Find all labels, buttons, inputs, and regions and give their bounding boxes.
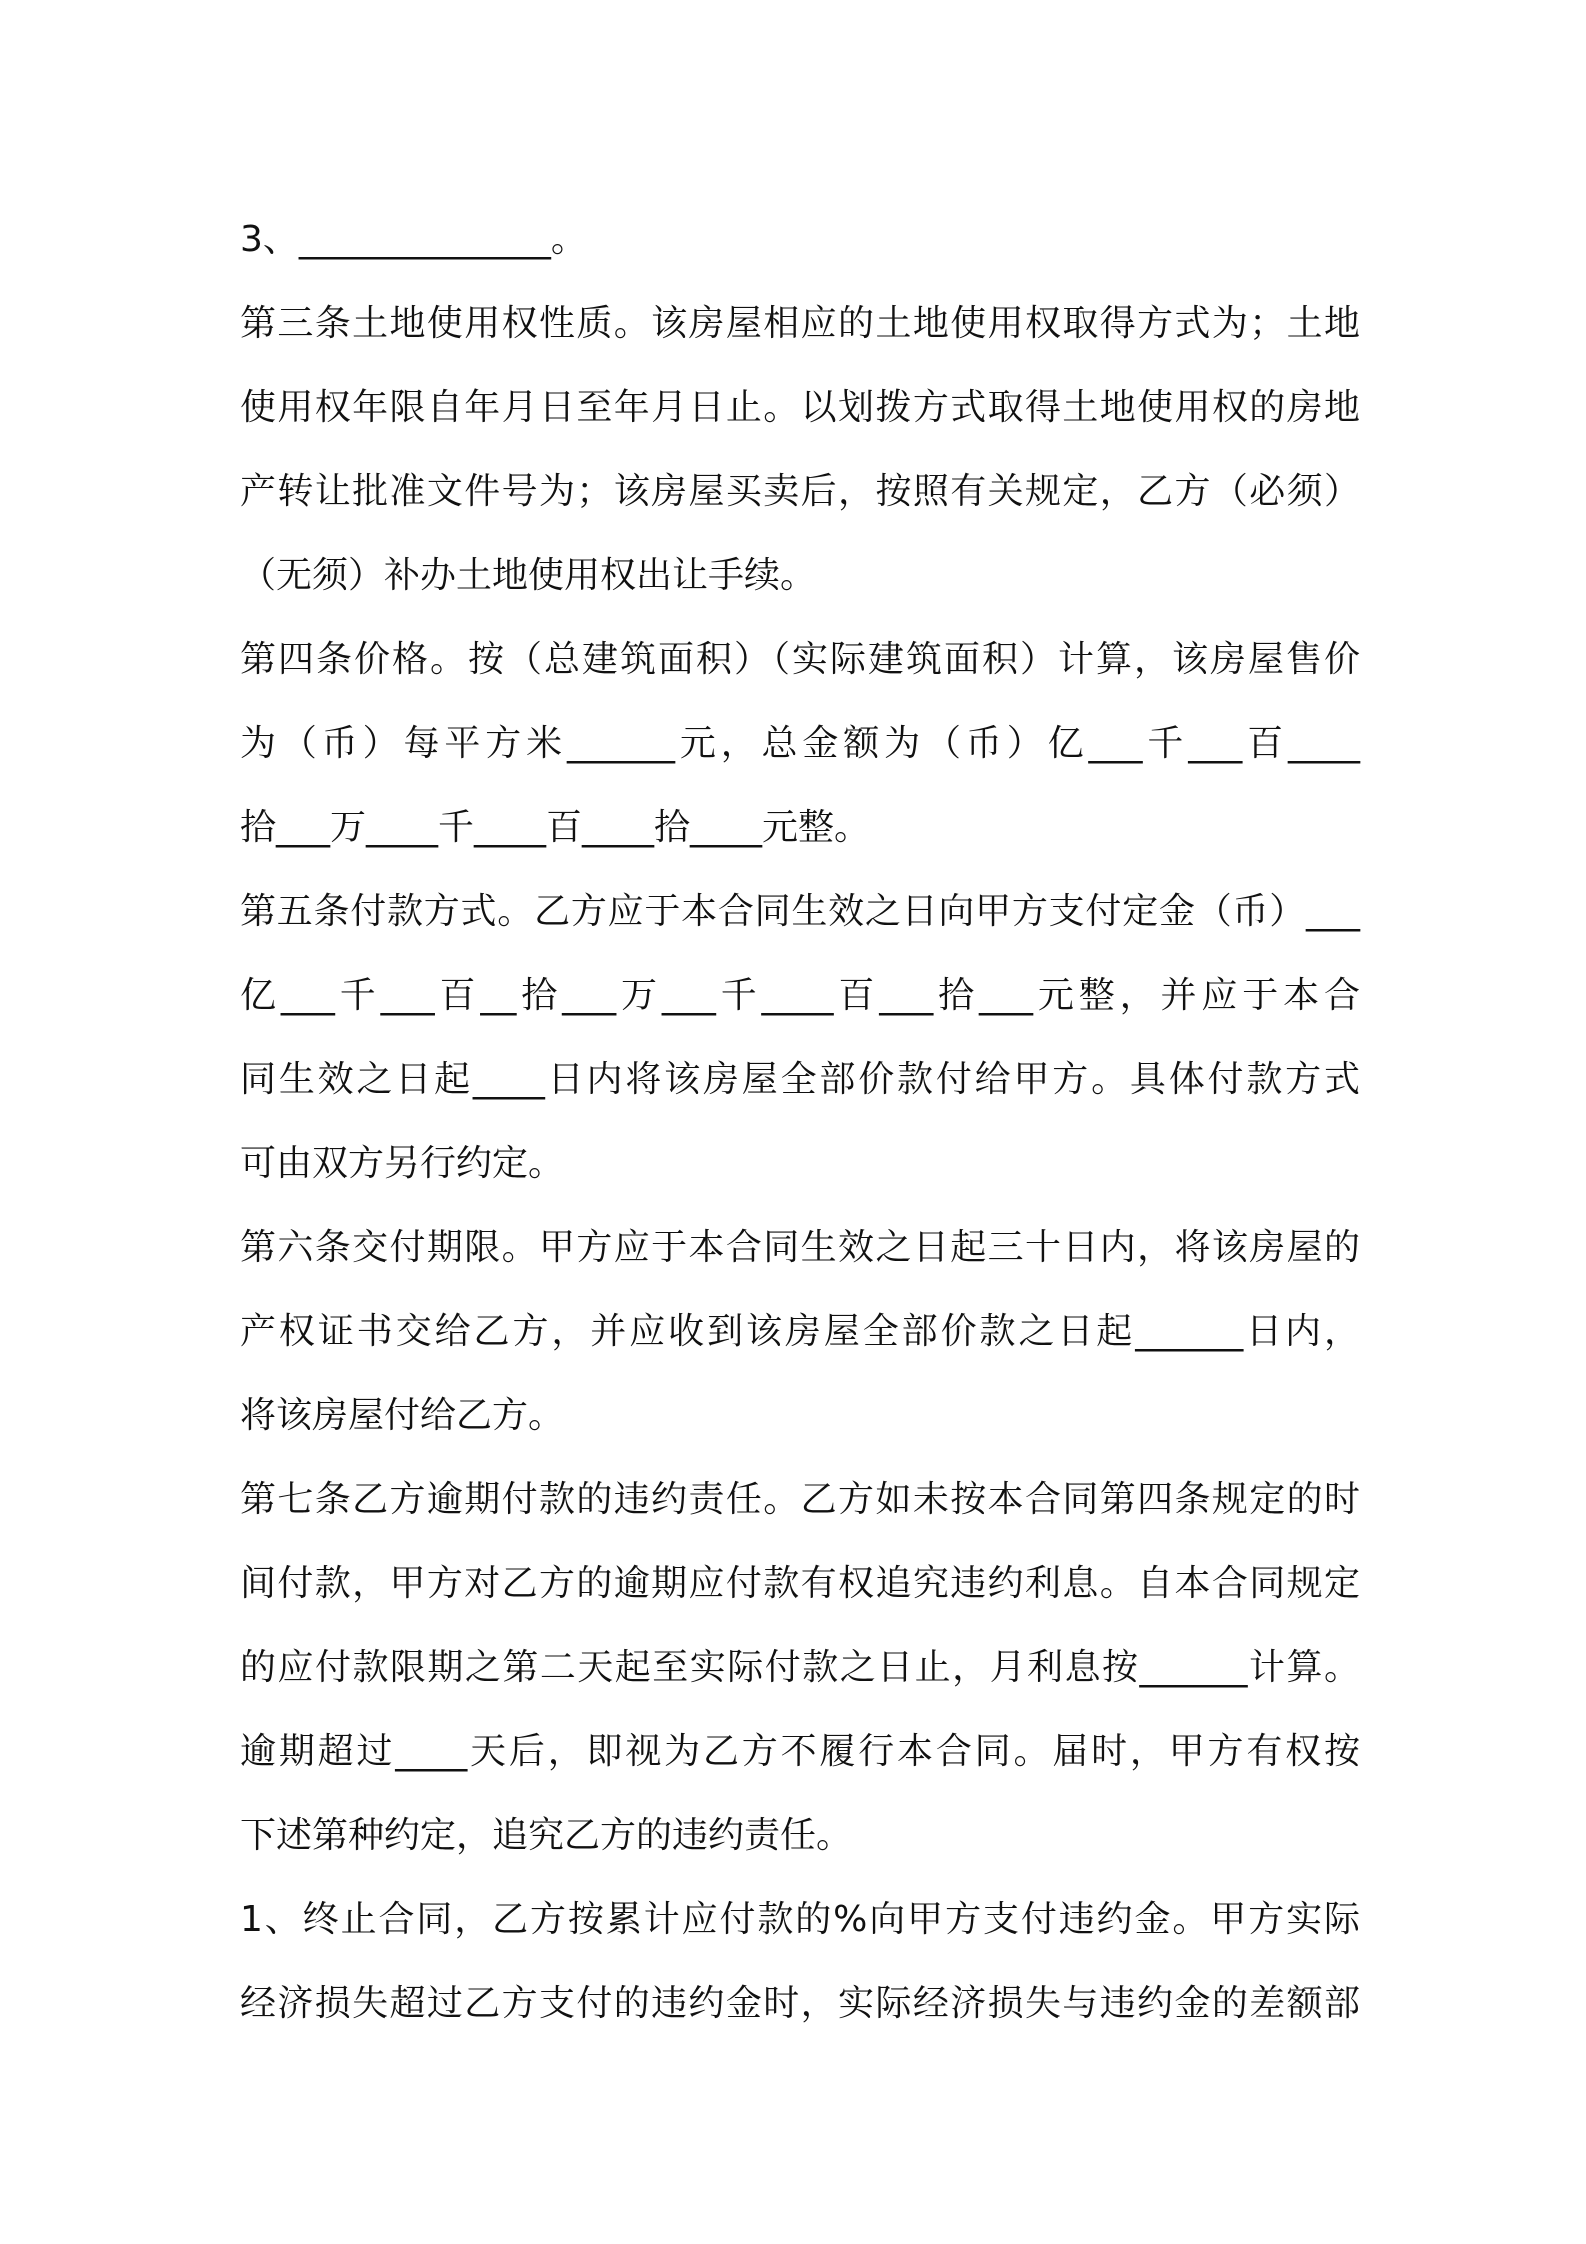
- text-line: 第六条交付期限。甲方应于本合同生效之日起三十日内，将该房屋的: [240, 1227, 1360, 1268]
- text-line: 亿___千___百__拾___万___千____百___拾___元整，并应于本合: [240, 975, 1360, 1016]
- text-line: 逾期超过____天后，即视为乙方不履行本合同。届时，甲方有权按: [240, 1731, 1360, 1772]
- text-line: 间付款，甲方对乙方的逾期应付款有权追究违约利息。自本合同规定: [240, 1563, 1360, 1604]
- text-line: 将该房屋付给乙方。: [240, 1395, 565, 1436]
- text-line: 使用权年限自年月日至年月日止。以划拨方式取得土地使用权的房地: [240, 387, 1360, 428]
- text-line: 为（币）每平方米______元，总金额为（币）亿___千___百____: [240, 723, 1360, 764]
- text-line: 经济损失超过乙方支付的违约金时，实际经济损失与违约金的差额部: [240, 1983, 1360, 2024]
- text-line: 第五条付款方式。乙方应于本合同生效之日向甲方支付定金（币）___: [240, 891, 1360, 932]
- text-line: 1、终止合同，乙方按累计应付款的%向甲方支付违约金。甲方实际: [240, 1899, 1360, 1940]
- text-line: 拾___万____千____百____拾____元整。: [240, 807, 871, 848]
- text-line: 同生效之日起____日内将该房屋全部价款付给甲方。具体付款方式: [240, 1059, 1360, 1100]
- text-line: （无须）补办土地使用权出让手续。: [240, 555, 817, 596]
- text-line: 可由双方另行约定。: [240, 1143, 565, 1184]
- text-line: 第七条乙方逾期付款的违约责任。乙方如未按本合同第四条规定的时: [240, 1479, 1360, 1520]
- text-line: 第四条价格。按（总建筑面积）（实际建筑面积）计算，该房屋售价: [240, 639, 1360, 680]
- text-line: 第三条土地使用权性质。该房屋相应的土地使用权取得方式为；土地: [240, 303, 1360, 344]
- text-line: 产转让批准文件号为；该房屋买卖后，按照有关规定，乙方（必须）: [240, 471, 1360, 512]
- contract-text: [240, 198, 1360, 2046]
- text-line: 的应付款限期之第二天起至实际付款之日止，月利息按______计算。: [240, 1647, 1360, 1688]
- text-line: 产权证书交给乙方，并应收到该房屋全部价款之日起______日内，: [240, 1311, 1360, 1352]
- text-line: 下述第种约定，追究乙方的违约责任。: [240, 1815, 853, 1856]
- text-line: 3、______________。: [240, 219, 587, 260]
